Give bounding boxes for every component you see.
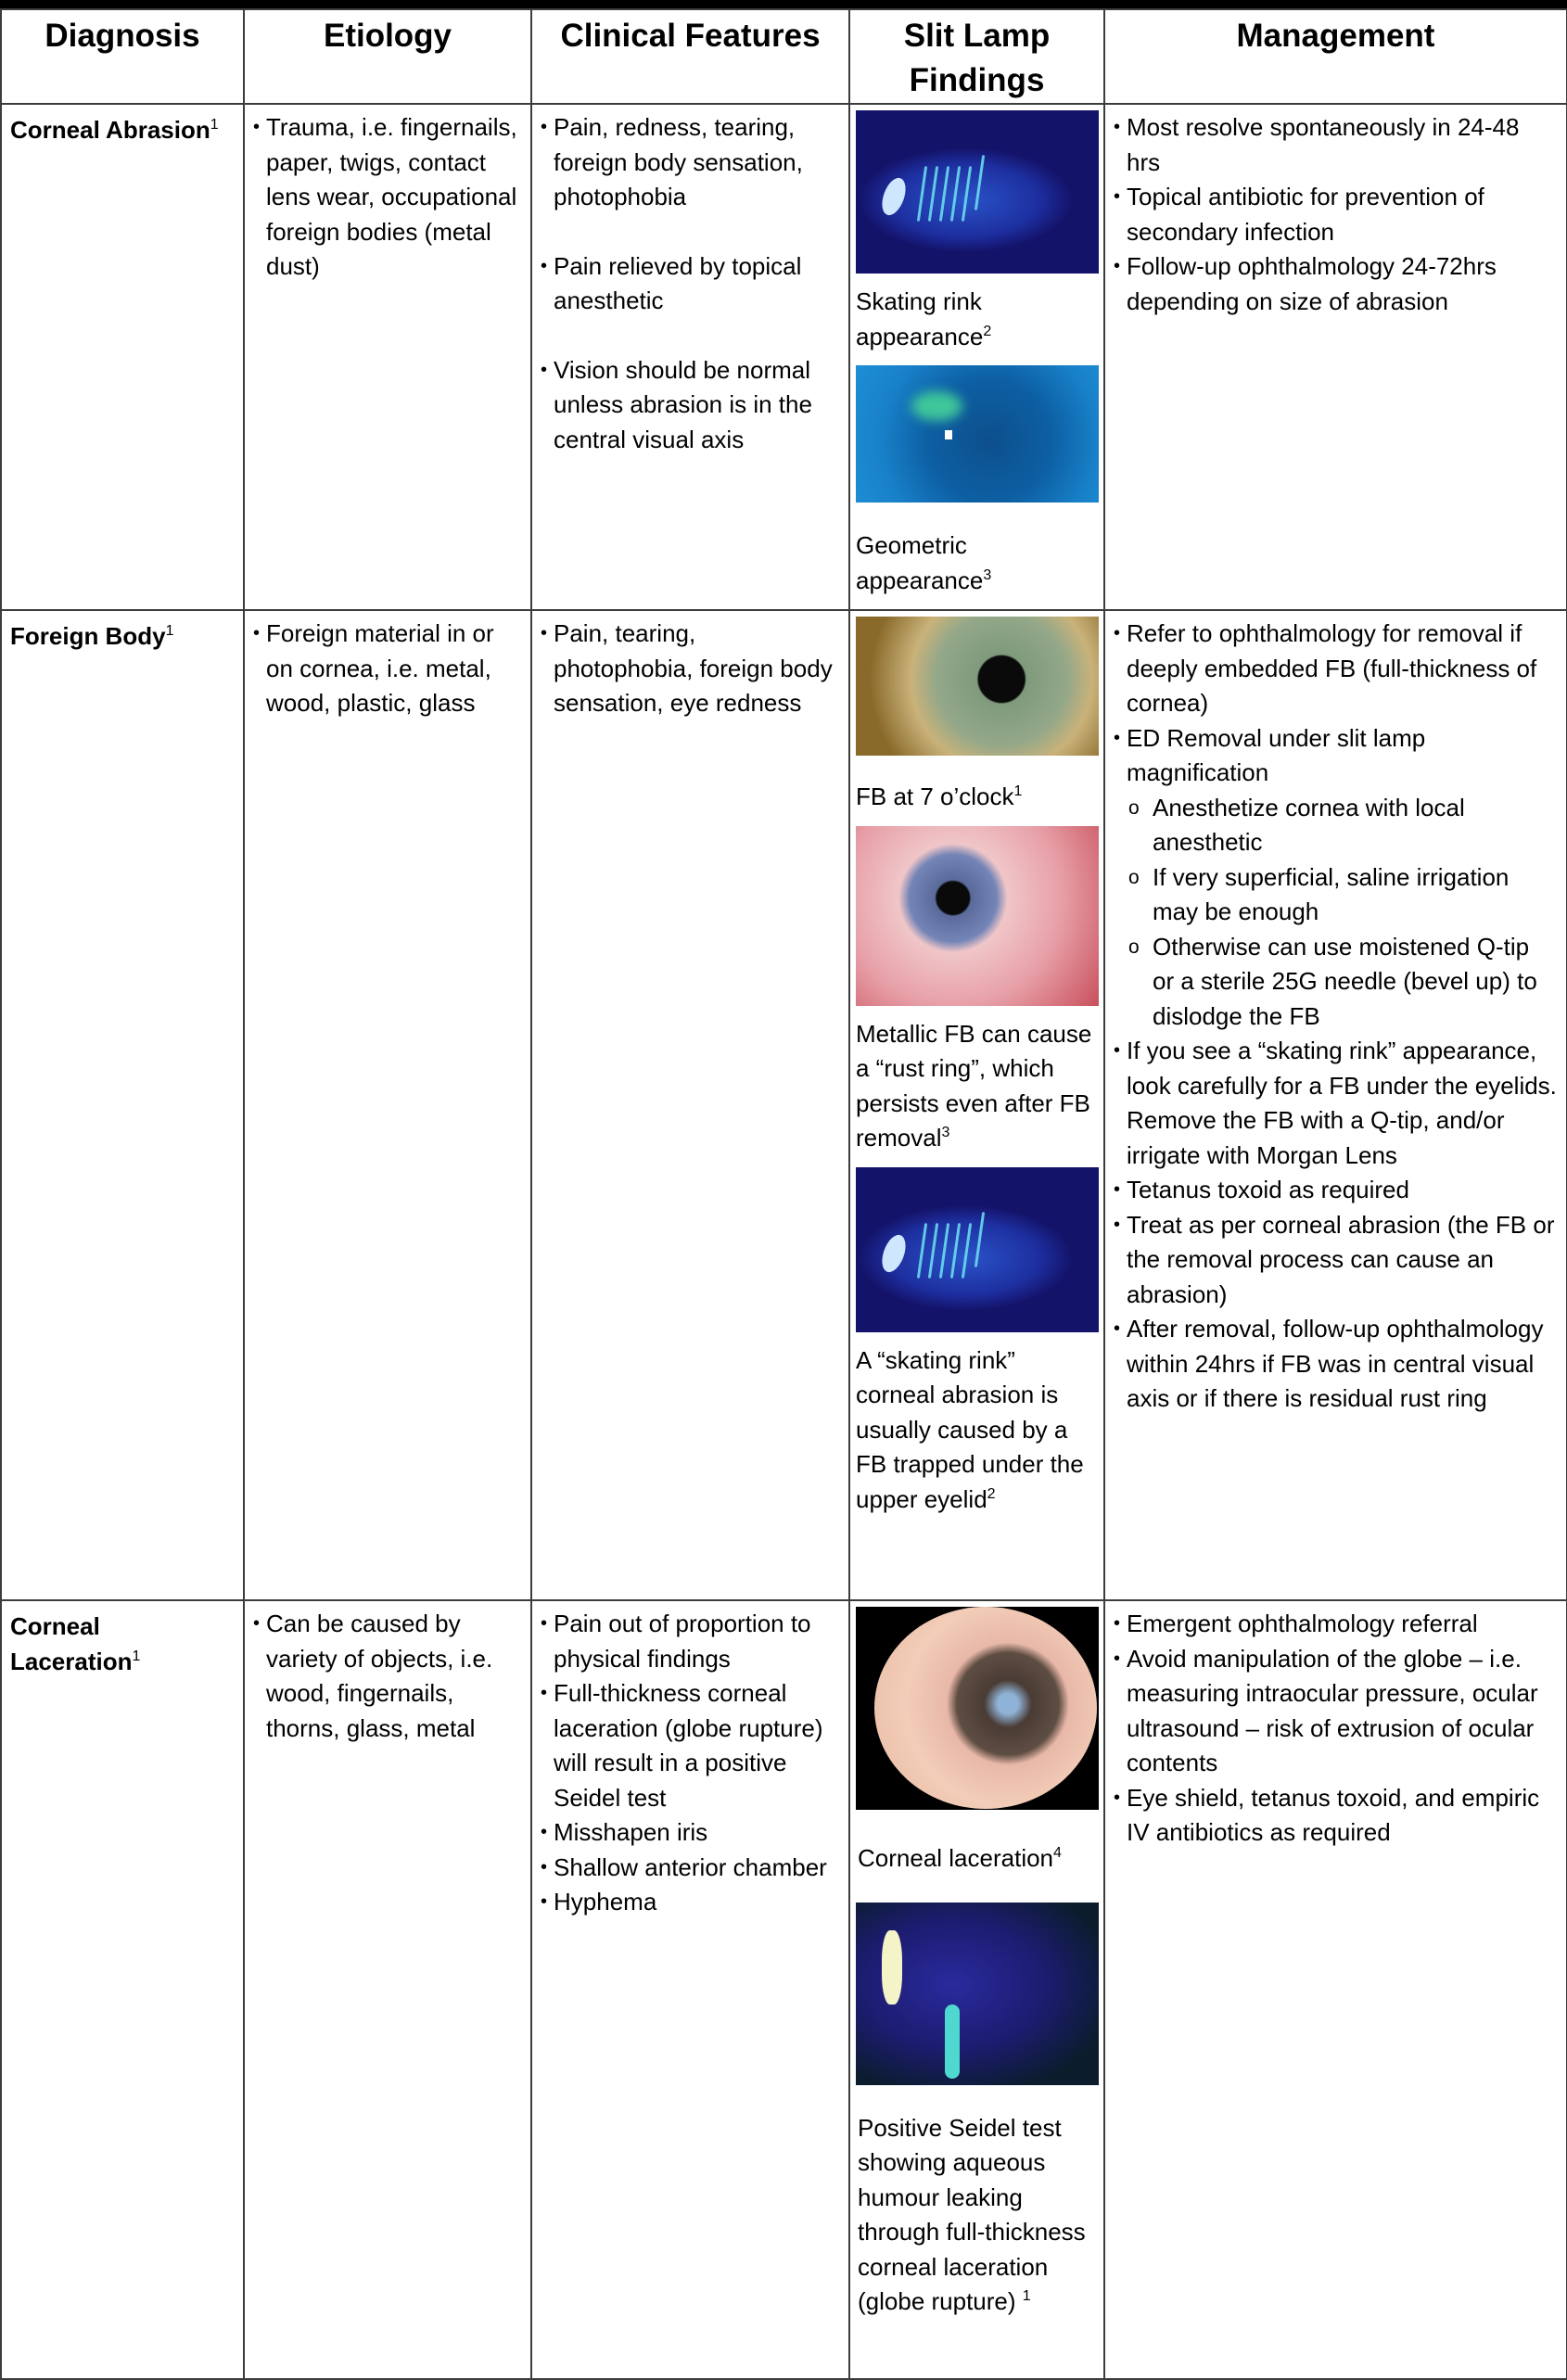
figure-caption	[856, 503, 1098, 609]
caption-text: Skating rink appearance	[856, 287, 984, 350]
header-management: Management	[1104, 9, 1567, 104]
reference-superscript: 1	[132, 1648, 141, 1664]
table-row-foreign-body	[1, 610, 1567, 1600]
management-item: • Tetanus toxoid as required	[1114, 1173, 1557, 1208]
caption-text: Corneal laceration	[858, 1844, 1054, 1872]
diagnosis-cell	[1, 610, 244, 1600]
etiology-cell	[244, 610, 531, 1600]
management-item: • Eye shield, tetanus toxoid, and empiric IV antibiotics as required	[1114, 1781, 1557, 1851]
header-clinical-features: Clinical Features	[531, 9, 849, 104]
figure-caption	[856, 1006, 1098, 1167]
skating-rink-fluorescein-image	[856, 110, 1099, 274]
management-subitem: o Anesthetize cornea with local anesthetic	[1127, 791, 1557, 860]
figure-caption	[856, 1332, 1098, 1529]
slit-lamp-cell	[849, 1600, 1104, 2379]
management-subitem: o Otherwise can use moistened Q-tip or a sterile 25G needle (bevel up) to dislodge the FB	[1127, 930, 1557, 1035]
geometric-abrasion-image	[856, 365, 1099, 503]
clinical-feature-item: • Hyphema	[541, 1885, 839, 1920]
management-item: • Avoid manipulation of the globe – i.e. measuring intraocular pressure, ocular ultrasound – risk of extrusion of ocular contents	[1114, 1642, 1557, 1781]
diagnosis-label: Corneal Abrasion	[10, 116, 210, 144]
clinical-features-cell	[531, 1600, 849, 2379]
header-slit-lamp-line1: Slit Lamp	[903, 18, 1051, 54]
figure-caption	[856, 274, 1098, 365]
diagnosis-label: Foreign Body	[10, 622, 166, 650]
header-diagnosis: Diagnosis	[1, 9, 244, 104]
management-item: • Most resolve spontaneously in 24-48 hrs	[1114, 110, 1557, 180]
management-item: • After removal, follow-up ophthalmology within 24hrs if FB was in central visual axis or if there is residual rust ring	[1114, 1312, 1557, 1417]
reference-superscript: 4	[1053, 1845, 1062, 1861]
management-subitem: o If very superficial, saline irrigation may be enough	[1127, 860, 1557, 930]
management-cell	[1104, 610, 1567, 1600]
reference-superscript: 1	[1022, 2288, 1031, 2304]
slit-lamp-cell	[849, 104, 1104, 610]
caption-text: A “skating rink” corneal abrasion is usually caused by a FB trapped under the upper eyelid	[856, 1345, 1084, 1513]
management-item: • Follow-up ophthalmology 24-72hrs depending on size of abrasion	[1114, 249, 1557, 319]
header-slit-lamp-findings	[849, 9, 1104, 104]
etiology-item: • Foreign material in or on cornea, i.e. metal, wood, plastic, glass	[253, 617, 521, 721]
clinical-feature-item: • Pain, redness, tearing, foreign body sensation, photophobia	[541, 110, 839, 215]
management-cell	[1104, 1600, 1567, 2379]
clinical-feature-item: • Misshapen iris	[541, 1815, 839, 1851]
skating-rink-fb-image	[856, 1167, 1099, 1332]
clinical-feature-item: • Pain relieved by topical anesthetic	[541, 249, 839, 319]
figure-caption	[856, 756, 1098, 826]
fb-seven-oclock-image	[856, 617, 1099, 756]
figure-caption	[856, 2085, 1098, 2331]
etiology-item: • Can be caused by variety of objects, i.e. wood, fingernails, thorns, glass, metal	[253, 1607, 521, 1746]
etiology-cell	[244, 104, 531, 610]
management-item: • Emergent ophthalmology referral	[1114, 1607, 1557, 1642]
header-etiology: Etiology	[244, 9, 531, 104]
reference-superscript: 1	[165, 623, 174, 639]
caption-text: Geometric appearance	[856, 531, 984, 594]
management-item: • If you see a “skating rink” appearance, look carefully for a FB under the eyelids. Remove the FB with a Q-tip, and/or irrigate with Morgan Lens	[1114, 1034, 1557, 1173]
etiology-cell	[244, 1600, 531, 2379]
table-row-corneal-laceration	[1, 1600, 1567, 2379]
rust-ring-image	[856, 826, 1099, 1006]
management-item: • Treat as per corneal abrasion (the FB or the removal process can cause an abrasion)	[1114, 1208, 1557, 1313]
eye-trauma-table	[0, 8, 1567, 2380]
reference-superscript: 3	[983, 566, 992, 583]
seidel-test-image	[856, 1903, 1099, 2085]
top-border-bar	[0, 0, 1567, 8]
slit-lamp-cell	[849, 610, 1104, 1600]
clinical-features-cell	[531, 104, 849, 610]
header-slit-lamp-line2: Findings	[909, 62, 1045, 98]
management-cell	[1104, 104, 1567, 610]
clinical-features-cell	[531, 610, 849, 1600]
reference-superscript: 1	[1013, 783, 1023, 799]
header-row	[1, 9, 1567, 104]
caption-text: Metallic FB can cause a “rust ring”, which persists even after FB removal	[856, 1019, 1092, 1152]
etiology-item: • Trauma, i.e. fingernails, paper, twigs, contact lens wear, occupational foreign bodies (metal dust)	[253, 110, 521, 285]
diagnosis-cell	[1, 1600, 244, 2379]
caption-text: FB at 7 o’clock	[856, 783, 1014, 810]
management-item: • Refer to ophthalmology for removal if deeply embedded FB (full-thickness of cornea)	[1114, 617, 1557, 721]
clinical-feature-item: • Pain, tearing, photophobia, foreign body sensation, eye redness	[541, 617, 839, 721]
clinical-feature-item: • Full-thickness corneal laceration (globe rupture) will result in a positive Seidel test	[541, 1676, 839, 1815]
clinical-feature-item: • Pain out of proportion to physical findings	[541, 1607, 839, 1676]
reference-superscript: 2	[987, 1485, 996, 1502]
clinical-feature-item: • Shallow anterior chamber	[541, 1851, 839, 1886]
diagnosis-label: Corneal Laceration	[10, 1612, 133, 1675]
clinical-feature-item: • Vision should be normal unless abrasion is in the central visual axis	[541, 353, 839, 458]
reference-superscript: 3	[941, 1125, 950, 1140]
management-item: • ED Removal under slit lamp magnification	[1114, 721, 1557, 791]
management-item: • Topical antibiotic for prevention of secondary infection	[1114, 180, 1557, 249]
figure-caption	[856, 1810, 1098, 1903]
corneal-laceration-image	[856, 1607, 1099, 1810]
reference-superscript: 2	[983, 323, 992, 339]
diagnosis-cell	[1, 104, 244, 610]
reference-superscript: 1	[210, 117, 219, 133]
caption-text: Positive Seidel test showing aqueous humour leaking through full-thickness corneal laceration (globe rupture)	[858, 2113, 1086, 2315]
table-row-corneal-abrasion	[1, 104, 1567, 610]
